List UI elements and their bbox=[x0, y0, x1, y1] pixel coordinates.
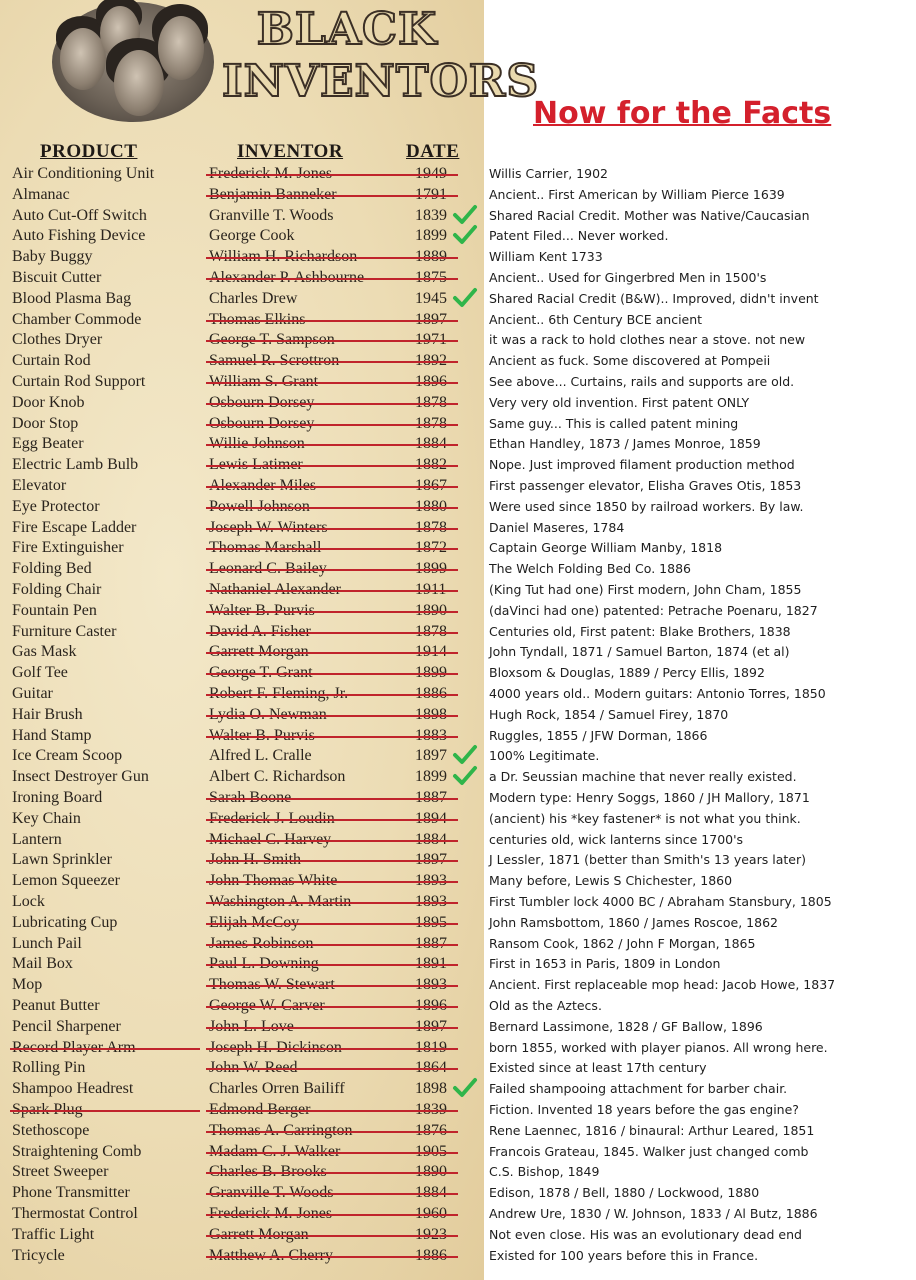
invention-row bbox=[0, 537, 484, 558]
invention-row bbox=[0, 621, 484, 642]
invention-row bbox=[0, 662, 484, 683]
invention-row bbox=[0, 1037, 484, 1058]
invention-date: 1839 bbox=[415, 207, 447, 224]
product-name: Electric Lamb Bulb bbox=[12, 456, 139, 473]
fact-text: Modern type: Henry Soggs, 1860 / JH Mallory, 1871 bbox=[489, 790, 810, 805]
product-name: Fire Escape Ladder bbox=[12, 519, 137, 536]
strikethrough-line bbox=[206, 569, 458, 571]
invention-row bbox=[0, 870, 484, 891]
invention-row bbox=[0, 496, 484, 517]
strikethrough-line bbox=[206, 673, 458, 675]
product-name: Fountain Pen bbox=[12, 602, 97, 619]
product-name: Golf Tee bbox=[12, 664, 68, 681]
product-name: Lemon Squeezer bbox=[12, 872, 120, 889]
invention-row bbox=[0, 704, 484, 725]
invention-row bbox=[0, 329, 484, 350]
invention-row bbox=[0, 1099, 484, 1120]
strikethrough-line bbox=[206, 444, 458, 446]
invention-row bbox=[0, 600, 484, 621]
fact-text: Edison, 1878 / Bell, 1880 / Lockwood, 1880 bbox=[489, 1185, 760, 1200]
product-name: Street Sweeper bbox=[12, 1163, 109, 1180]
fact-text: First passenger elevator, Elisha Graves Otis, 1853 bbox=[489, 478, 802, 493]
fact-text: Captain George William Manby, 1818 bbox=[489, 540, 723, 555]
strikethrough-line bbox=[206, 382, 458, 384]
invention-row bbox=[0, 933, 484, 954]
checkmark-icon bbox=[452, 286, 478, 310]
product-name: Mail Box bbox=[12, 955, 73, 972]
fact-text: Bloxsom & Douglas, 1889 / Percy Ellis, 1892 bbox=[489, 665, 765, 680]
product-name: Lantern bbox=[12, 831, 62, 848]
poster-title-line1: BLACK bbox=[256, 4, 438, 55]
product-name: Stethoscope bbox=[12, 1122, 90, 1139]
strikethrough-line bbox=[206, 1027, 458, 1029]
fact-text: Nope. Just improved filament production method bbox=[489, 457, 795, 472]
fact-text: The Welch Folding Bed Co. 1886 bbox=[489, 561, 691, 576]
fact-text: William Kent 1733 bbox=[489, 249, 603, 264]
fact-text: Patent Filed... Never worked. bbox=[489, 228, 669, 243]
fact-text: Very very old invention. First patent ONLY bbox=[489, 395, 750, 410]
invention-row bbox=[0, 683, 484, 704]
strikethrough-line bbox=[206, 1152, 458, 1154]
fact-text: Not even close. His was an evolutionary dead end bbox=[489, 1227, 802, 1242]
product-name: Lawn Sprinkler bbox=[12, 851, 112, 868]
strikethrough-line bbox=[206, 1131, 458, 1133]
product-name: Elevator bbox=[12, 477, 67, 494]
fact-text: Centuries old, First patent: Blake Brothers, 1838 bbox=[489, 624, 791, 639]
inventor-header: INVENTOR bbox=[237, 141, 344, 162]
product-name: Folding Chair bbox=[12, 581, 102, 598]
fact-text: (ancient) his *key fastener* is not what you think. bbox=[489, 811, 801, 826]
strikethrough-line bbox=[206, 652, 458, 654]
strikethrough-line bbox=[206, 590, 458, 592]
strikethrough-line bbox=[206, 736, 458, 738]
invention-row bbox=[0, 350, 484, 371]
strikethrough-line bbox=[206, 985, 458, 987]
product-name: Rolling Pin bbox=[12, 1059, 86, 1076]
strikethrough-line bbox=[206, 320, 458, 322]
product-strikethrough-line bbox=[10, 1048, 200, 1050]
strikethrough-line bbox=[206, 528, 458, 530]
product-name: Hand Stamp bbox=[12, 727, 92, 744]
invention-row bbox=[0, 558, 484, 579]
fact-text: Were used since 1850 by railroad workers. By law. bbox=[489, 499, 804, 514]
product-name: Insect Destroyer Gun bbox=[12, 768, 149, 785]
product-name: Eye Protector bbox=[12, 498, 100, 515]
product-name: Almanac bbox=[12, 186, 70, 203]
inventor-name: George Cook bbox=[209, 227, 295, 244]
product-name: Clothes Dryer bbox=[12, 331, 103, 348]
invention-row bbox=[0, 475, 484, 496]
fact-text: J Lessler, 1871 (better than Smith's 13 years later) bbox=[489, 852, 806, 867]
product-name: Pencil Sharpener bbox=[12, 1018, 121, 1035]
strikethrough-line bbox=[206, 1235, 458, 1237]
product-name: Thermostat Control bbox=[12, 1205, 138, 1222]
invention-row bbox=[0, 413, 484, 434]
fact-text: Francois Grateau, 1845. Walker just changed comb bbox=[489, 1144, 809, 1159]
strikethrough-line bbox=[206, 424, 458, 426]
invention-row bbox=[0, 787, 484, 808]
invention-row bbox=[0, 891, 484, 912]
strikethrough-line bbox=[206, 486, 458, 488]
product-name: Baby Buggy bbox=[12, 248, 93, 265]
portrait-photo bbox=[52, 2, 214, 122]
invention-row bbox=[0, 829, 484, 850]
strikethrough-line bbox=[206, 944, 458, 946]
invention-row bbox=[0, 205, 484, 226]
strikethrough-line bbox=[206, 860, 458, 862]
fact-text: Ancient as fuck. Some discovered at Pompeii bbox=[489, 353, 771, 368]
invention-row bbox=[0, 1203, 484, 1224]
invention-row bbox=[0, 267, 484, 288]
inventor-name: Albert C. Richardson bbox=[209, 768, 346, 785]
fact-text: 100% Legitimate. bbox=[489, 748, 600, 763]
invention-row bbox=[0, 1078, 484, 1099]
strikethrough-line bbox=[206, 1006, 458, 1008]
fact-text: Ancient.. Used for Gingerbred Men in 1500's bbox=[489, 270, 767, 285]
invention-row bbox=[0, 579, 484, 600]
fact-text: (daVinci had one) patented: Petrache Poenaru, 1827 bbox=[489, 603, 818, 618]
invention-row bbox=[0, 1120, 484, 1141]
invention-row bbox=[0, 745, 484, 766]
strikethrough-line bbox=[206, 715, 458, 717]
invention-row bbox=[0, 641, 484, 662]
fact-text: Ransom Cook, 1862 / John F Morgan, 1865 bbox=[489, 936, 756, 951]
fact-text: John Tyndall, 1871 / Samuel Barton, 1874 (et al) bbox=[489, 644, 790, 659]
invention-row bbox=[0, 184, 484, 205]
product-name: Lubricating Cup bbox=[12, 914, 118, 931]
strikethrough-line bbox=[206, 507, 458, 509]
product-name: Furniture Caster bbox=[12, 623, 117, 640]
strikethrough-line bbox=[206, 340, 458, 342]
invention-row bbox=[0, 1141, 484, 1162]
product-name: Guitar bbox=[12, 685, 53, 702]
strikethrough-line bbox=[206, 840, 458, 842]
product-name: Door Knob bbox=[12, 394, 85, 411]
date-header: DATE bbox=[406, 141, 460, 162]
product-name: Door Stop bbox=[12, 415, 79, 432]
invention-date: 1899 bbox=[415, 768, 447, 785]
fact-text: it was a rack to hold clothes near a stove. not new bbox=[489, 332, 806, 347]
product-name: Mop bbox=[12, 976, 43, 993]
invention-row bbox=[0, 288, 484, 309]
inventor-name: Alfred L. Cralle bbox=[209, 747, 312, 764]
invention-row bbox=[0, 309, 484, 330]
fact-text: Rene Laennec, 1816 / binaural: Arthur Leared, 1851 bbox=[489, 1123, 815, 1138]
strikethrough-line bbox=[206, 465, 458, 467]
product-name: Lock bbox=[12, 893, 45, 910]
fact-text: Bernard Lassimone, 1828 / GF Ballow, 1896 bbox=[489, 1019, 763, 1034]
strikethrough-line bbox=[206, 819, 458, 821]
strikethrough-line bbox=[206, 611, 458, 613]
poster-title bbox=[222, 4, 540, 108]
strikethrough-line bbox=[206, 195, 458, 197]
product-header: PRODUCT bbox=[40, 141, 138, 162]
fact-text: Willis Carrier, 1902 bbox=[489, 166, 608, 181]
invention-date: 1899 bbox=[415, 227, 447, 244]
product-name: Chamber Commode bbox=[12, 311, 142, 328]
strikethrough-line bbox=[206, 1193, 458, 1195]
fact-text: John Ramsbottom, 1860 / James Roscoe, 1862 bbox=[489, 915, 778, 930]
invention-row bbox=[0, 995, 484, 1016]
fact-text: Andrew Ure, 1830 / W. Johnson, 1833 / Al Butz, 1886 bbox=[489, 1206, 818, 1221]
fact-text: (King Tut had one) First modern, John Cham, 1855 bbox=[489, 582, 802, 597]
fact-text: Hugh Rock, 1854 / Samuel Firey, 1870 bbox=[489, 707, 729, 722]
invention-row bbox=[0, 371, 484, 392]
fact-text: Existed for 100 years before this in France. bbox=[489, 1248, 759, 1263]
strikethrough-line bbox=[206, 902, 458, 904]
fact-text: C.S. Bishop, 1849 bbox=[489, 1164, 600, 1179]
invention-row bbox=[0, 912, 484, 933]
invention-date: 1897 bbox=[415, 747, 447, 764]
product-name: Auto Fishing Device bbox=[12, 227, 146, 244]
fact-text: Ancient. First replaceable mop head: Jacob Howe, 1837 bbox=[489, 977, 836, 992]
fact-text: Same guy... This is called patent mining bbox=[489, 416, 739, 431]
checkmark-icon bbox=[452, 223, 478, 247]
strikethrough-line bbox=[206, 1048, 458, 1050]
fact-text: Daniel Maseres, 1784 bbox=[489, 520, 625, 535]
fact-text: Shared Racial Credit (B&W).. Improved, didn't invent bbox=[489, 291, 819, 306]
invention-row bbox=[0, 974, 484, 995]
inventor-name: Granville T. Woods bbox=[209, 207, 334, 224]
fact-text: centuries old, wick lanterns since 1700's bbox=[489, 832, 744, 847]
strikethrough-line bbox=[206, 1110, 458, 1112]
invention-row bbox=[0, 1057, 484, 1078]
strikethrough-line bbox=[206, 174, 458, 176]
invention-row bbox=[0, 1245, 484, 1266]
invention-row bbox=[0, 163, 484, 184]
product-name: Biscuit Cutter bbox=[12, 269, 102, 286]
product-name: Folding Bed bbox=[12, 560, 92, 577]
fact-text: a Dr. Seussian machine that never really existed. bbox=[489, 769, 797, 784]
product-name: Fire Extinguisher bbox=[12, 539, 124, 556]
fact-text: See above... Curtains, rails and supports are old. bbox=[489, 374, 795, 389]
strikethrough-line bbox=[206, 403, 458, 405]
strikethrough-line bbox=[206, 1172, 458, 1174]
fact-text: 4000 years old.. Modern guitars: Antonio Torres, 1850 bbox=[489, 686, 826, 701]
fact-text: Ancient.. First American by William Pierce 1639 bbox=[489, 187, 785, 202]
product-name: Hair Brush bbox=[12, 706, 83, 723]
invention-row bbox=[0, 808, 484, 829]
product-name: Auto Cut-Off Switch bbox=[12, 207, 147, 224]
strikethrough-line bbox=[206, 1256, 458, 1258]
product-name: Egg Beater bbox=[12, 435, 84, 452]
fact-text: Many before, Lewis S Chichester, 1860 bbox=[489, 873, 733, 888]
product-name: Ironing Board bbox=[12, 789, 103, 806]
invention-row bbox=[0, 433, 484, 454]
strikethrough-line bbox=[206, 548, 458, 550]
product-name: Phone Transmitter bbox=[12, 1184, 130, 1201]
fact-text: Old as the Aztecs. bbox=[489, 998, 602, 1013]
invention-row bbox=[0, 849, 484, 870]
invention-row bbox=[0, 246, 484, 267]
product-strikethrough-line bbox=[10, 1110, 200, 1112]
strikethrough-line bbox=[206, 923, 458, 925]
product-name: Curtain Rod Support bbox=[12, 373, 146, 390]
invention-row bbox=[0, 953, 484, 974]
fact-text: Shared Racial Credit. Mother was Native/Caucasian bbox=[489, 208, 810, 223]
product-name: Blood Plasma Bag bbox=[12, 290, 132, 307]
product-name: Gas Mask bbox=[12, 643, 77, 660]
product-name: Traffic Light bbox=[12, 1226, 95, 1243]
strikethrough-line bbox=[206, 278, 458, 280]
strikethrough-line bbox=[206, 632, 458, 634]
inventor-name: Charles Drew bbox=[209, 290, 298, 307]
invention-row bbox=[0, 725, 484, 746]
inventor-name: Charles Orren Bailiff bbox=[209, 1080, 345, 1097]
product-name: Tricycle bbox=[12, 1247, 65, 1264]
product-name: Lunch Pail bbox=[12, 935, 82, 952]
poster-title-line2: INVENTORS bbox=[222, 56, 540, 107]
strikethrough-line bbox=[206, 257, 458, 259]
invention-row bbox=[0, 1224, 484, 1245]
invention-row bbox=[0, 1161, 484, 1182]
invention-row bbox=[0, 454, 484, 475]
fact-text: First Tumbler lock 4000 BC / Abraham Stansbury, 1805 bbox=[489, 894, 832, 909]
checkmark-icon bbox=[452, 1076, 478, 1100]
invention-row bbox=[0, 517, 484, 538]
invention-row bbox=[0, 1182, 484, 1203]
product-name: Air Conditioning Unit bbox=[12, 165, 155, 182]
strikethrough-line bbox=[206, 694, 458, 696]
fact-text: Ancient.. 6th Century BCE ancient bbox=[489, 312, 703, 327]
product-name: Ice Cream Scoop bbox=[12, 747, 123, 764]
checkmark-icon bbox=[452, 764, 478, 788]
product-name: Peanut Butter bbox=[12, 997, 100, 1014]
product-name: Key Chain bbox=[12, 810, 81, 827]
invention-row bbox=[0, 766, 484, 787]
fact-text: Ruggles, 1855 / JFW Dorman, 1866 bbox=[489, 728, 708, 743]
product-name: Shampoo Headrest bbox=[12, 1080, 134, 1097]
fact-text: born 1855, worked with player pianos. All wrong here. bbox=[489, 1040, 828, 1055]
strikethrough-line bbox=[206, 1214, 458, 1216]
strikethrough-line bbox=[206, 798, 458, 800]
fact-text: First in 1653 in Paris, 1809 in London bbox=[489, 956, 721, 971]
invention-date: 1898 bbox=[415, 1080, 447, 1097]
invention-row bbox=[0, 225, 484, 246]
strikethrough-line bbox=[206, 964, 458, 966]
facts-title: Now for the Facts bbox=[533, 96, 832, 131]
fact-text: Fiction. Invented 18 years before the gas engine? bbox=[489, 1102, 799, 1117]
fact-text: Ethan Handley, 1873 / James Monroe, 1859 bbox=[489, 436, 761, 451]
invention-date: 1945 bbox=[415, 290, 447, 307]
invention-row bbox=[0, 1016, 484, 1037]
invention-row bbox=[0, 392, 484, 413]
fact-text: Failed shampooing attachment for barber chair. bbox=[489, 1081, 788, 1096]
strikethrough-line bbox=[206, 881, 458, 883]
fact-text: Existed since at least 17th century bbox=[489, 1060, 707, 1075]
strikethrough-line bbox=[206, 1068, 458, 1070]
strikethrough-line bbox=[206, 361, 458, 363]
product-name: Curtain Rod bbox=[12, 352, 91, 369]
product-name: Straightening Comb bbox=[12, 1143, 142, 1160]
